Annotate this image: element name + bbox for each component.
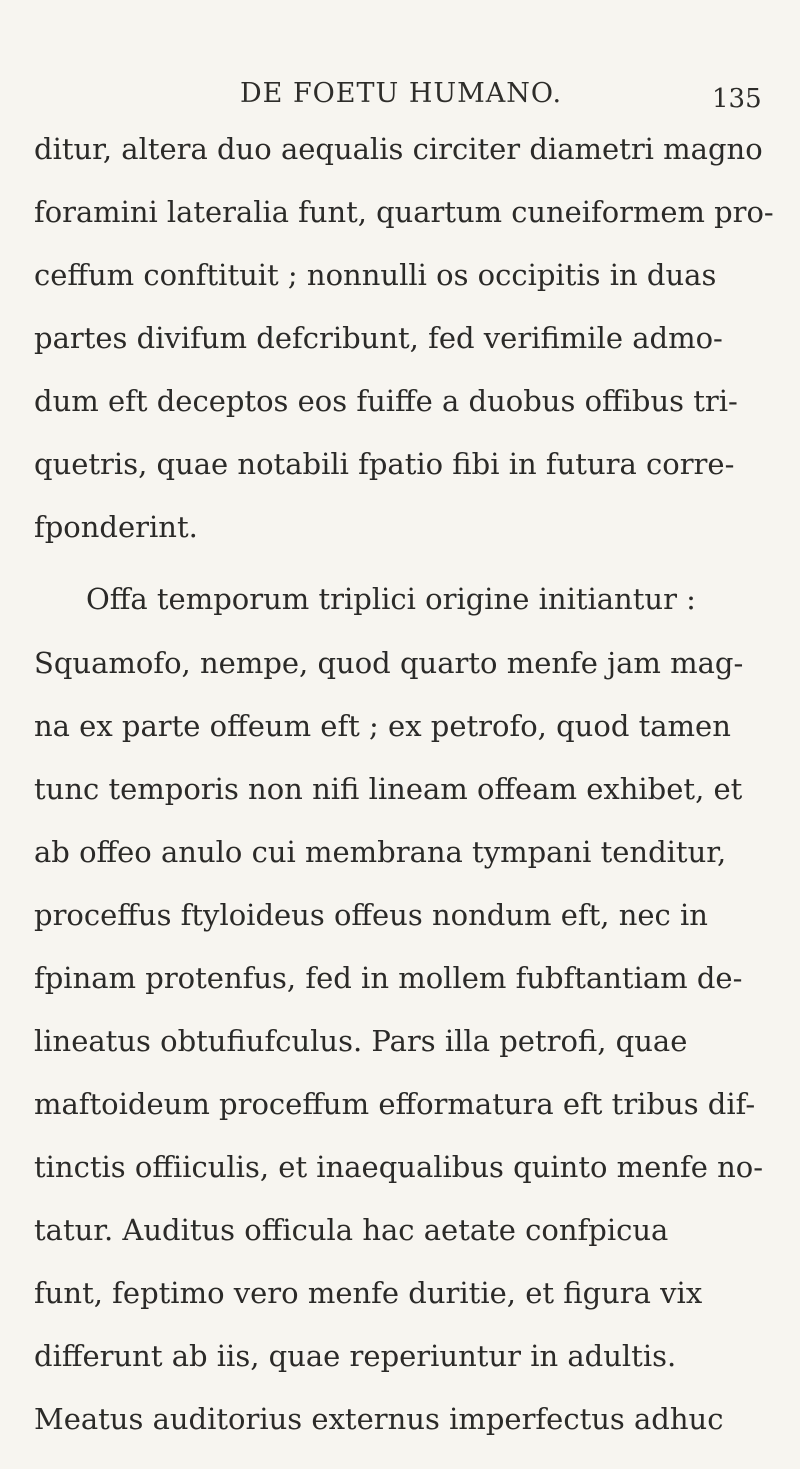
text-line: fpinam protenfus, fed in mollem fubftantiam de-	[34, 960, 743, 995]
text-line: proceffus ftyloideus offeus nondum eft, nec in	[34, 897, 708, 932]
page-number: 135	[712, 84, 762, 114]
text-line: partes divifum defcribunt, fed verifimile admo-	[34, 321, 723, 355]
text-line: ab offeo anulo cui membrana tympani tenditur,	[34, 834, 727, 869]
text-line: fponderint.	[34, 510, 198, 545]
text-line: lineatus obtufiufculus. Pars illa petrofi, quae	[34, 1023, 688, 1058]
text-line: tinctis offiiculis, et inaequalibus quinto menfe no-	[34, 1149, 764, 1184]
text-line: Meatus auditorius externus imperfectus adhuc	[34, 1402, 724, 1436]
text-line: tunc temporis non nifi lineam offeam exhibet, et	[34, 771, 743, 806]
text-line: ditur, altera duo aequalis circiter diametri magno	[34, 132, 763, 166]
text-line: funt, feptimo vero menfe duritie, et figura vix	[34, 1275, 703, 1310]
text-line: Offa temporum triplici origine initiantur :	[86, 582, 696, 617]
text-line: Squamofo, nempe, quod quarto menfe jam mag-	[34, 645, 744, 680]
running-title: DE FOETU HUMANO.	[240, 78, 563, 109]
text-line: quetris, quae notabili fpatio fibi in futura corre-	[34, 447, 735, 482]
text-line: na ex parte offeum eft ; ex petrofo, quod tamen	[34, 708, 731, 743]
text-line: dum eft deceptos eos fuiffe a duobus offibus tri-	[34, 384, 738, 419]
text-line: tatur. Auditus officula hac aetate confpicua	[34, 1212, 669, 1247]
text-line: differunt ab iis, quae reperiuntur in adultis.	[34, 1338, 677, 1373]
text-line: maftoideum proceffum efformatura eft tribus dif-	[34, 1086, 756, 1121]
text-line: foramini lateralia funt, quartum cuneiformem pro-	[34, 195, 774, 229]
text-line: ceffum conftituit ; nonnulli os occipitis in duas	[34, 258, 717, 292]
